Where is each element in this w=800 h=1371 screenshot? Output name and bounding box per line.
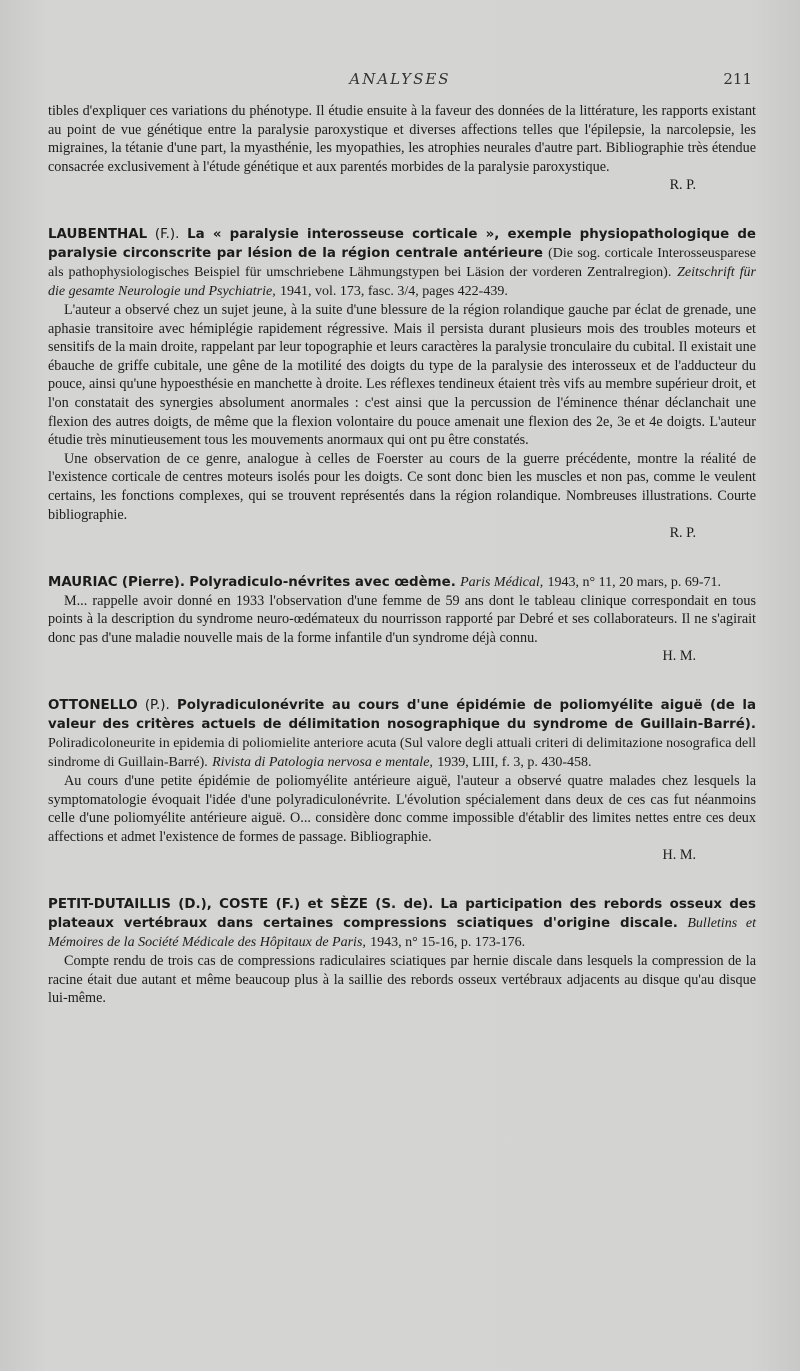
entry-details: 1943, n° 15-16, p. 173-176.	[370, 935, 526, 951]
entry-source: Paris Médical,	[460, 574, 544, 590]
abstract-entry-ottonello	[48, 696, 756, 865]
entry-initials: (Pierre).	[121, 574, 186, 590]
entry-title: La « paralysie interosseuse corticale », exemple physiopathologique de paralysie circonscrite par lésion de la région centrale antérieure	[48, 226, 756, 261]
abstract-entry-petit-dutaillis	[48, 895, 756, 1008]
entry-heading	[48, 573, 756, 592]
entry-paragraph-text: Au cours d'une petite épidémie de poliomyélite antérieure aiguë, l'auteur a observé quatre malades chez lesquels la symptomatologie évoquait l'idée d'une polyradiculonévrite. L'évolution spécialement dans deux de ces cas fut néanmoins celle d'une poliomyélite antérieure aiguë. O... considère donc comme impossible d'établir des limites nettes entre ces deux affections et admet l'existence de formes de passage. Bibliographie.	[48, 773, 756, 845]
entry-paragraph	[48, 592, 756, 666]
abstract-entry-mauriac	[48, 573, 756, 666]
entry-details: 1939, LIII, f. 3, p. 430-458.	[437, 755, 592, 771]
entry-heading	[48, 895, 756, 952]
entry-source: Rivista di Patologia nervosa e mentale,	[212, 755, 433, 771]
entry-author: OTTONELLO	[48, 698, 138, 714]
intro-text: tibles d'expliquer ces variations du phénotype. Il étudie ensuite à la faveur des données de la littérature, les rapports existant au point de vue génétique entre la paralysie paroxystique et diverses affections telles que l'épilepsie, la narcolepsie, les migraines, la tétanie d'une part, la myasthénie, les myopathies, les atrophies neurales d'autre part. Bibliographie très étendue consacrée exclusivement à l'étude génétique et aux parentés morbides de la paralysie paroxystique.	[48, 103, 756, 175]
entry-title: La participation des rebords osseux des plateaux vertébraux dans certaines compressions sciatiques d'origine discale.	[48, 897, 756, 932]
entry-title: Polyradiculo-névrites avec œdème.	[189, 574, 456, 590]
entry-paragraph	[48, 772, 756, 865]
entry-paragraph-text: Une observation de ce genre, analogue à celles de Foerster au cours de la guerre précédente, montre la réalité de l'existence corticale de centres moteurs isolés pour les doigts. Ce sont donc bien les muscles et non pas, comme le veulent certains, les fonctions complexes, qui se trouvent représentés dans la région rolandique. Nombreuses illustrations. Courte bibliographie.	[48, 450, 756, 523]
entry-heading	[48, 225, 756, 301]
entry-paragraph-text: M... rappelle avoir donné en 1933 l'observation d'une femme de 59 ans dont le tableau clinique correspondait en tous points à la description du syndrome neuro-œdémateux du nourrisson rapporté par Debré et ses collaborateurs. Il ne s'agirait donc pas d'une maladie nouvelle mais de la forme infantile d'un syndrome déjà connu.	[48, 592, 756, 646]
abstract-entry-laubenthal	[48, 225, 756, 543]
running-title: ANALYSES	[349, 70, 451, 88]
entry-paragraph: L'auteur a observé chez un sujet jeune, à la suite d'une blessure de la région rolandique gauche par éclat de grenade, une aphasie transitoire avec hémiplégie rapidement régressive. Mais il persista durant plusieurs mois des troubles moteurs et sensitifs de la main droite, rappelant par leur topographie et leurs caractères la paralysie tronculaire du cubital. Il existait une ébauche de griffe cubitale, une gêne de la motilité des doigts du type de la paralysie des interosseux et de l'adducteur du pouce, ainsi qu'une hypoesthésie en manchette à droite. Les réflexes tendineux étaient très vifs au membre supérieur droit, et l'on constatait des synergies absolument anormales : c'est ainsi que la percussion de l'éminence thénar déclanchait une flexion des autres doigts, de même que la flexion volontaire du pouce amenait une flexion des 2e, 3e et 4e doigts. L'auteur étudie très minutieusement tous les mouvements anormaux qui ont pu être constatés.	[48, 301, 756, 449]
entry-subtitle: Poliradicoloneurite in epidemia di poliomielite anteriore acuta (Sul valore degli attuali criteri di delimitazione nosografica dell sindrome di Guillain-Barré).	[48, 736, 756, 771]
entry-signature: H. M.	[662, 648, 696, 665]
running-head	[0, 70, 800, 94]
entry-author: MAURIAC	[48, 574, 118, 590]
entry-title: Polyradiculonévrite au cours d'une épidémie de poliomyélite aiguë (de la valeur des critères actuels de délimitation nosographique du syndrome de Guillain-Barré).	[48, 698, 757, 733]
entry-paragraph	[48, 450, 756, 543]
entry-heading	[48, 696, 756, 772]
entry-signature: H. M.	[662, 847, 696, 864]
intro-paragraph	[48, 102, 756, 195]
entry-author: PETIT-DUTAILLIS (D.), COSTE (F.) et SÈZE (S. de).	[48, 897, 434, 913]
entry-source: Bulletins et Mémoires de la Société Médicale des Hôpitaux de Paris,	[48, 916, 756, 951]
entry-initials: (F.).	[154, 226, 180, 242]
entry-initials: (P.).	[144, 698, 170, 714]
page-content	[48, 102, 756, 1008]
entry-details: 1943, n° 11, 20 mars, p. 69-71.	[547, 574, 722, 590]
page-number: 211	[723, 70, 752, 88]
intro-signature: R. P.	[669, 177, 696, 194]
entry-details: 1941, vol. 173, fasc. 3/4, pages 422-439.	[279, 283, 508, 299]
entry-subtitle: (Die sog. corticale Interosseusparese als pathophysiologisches Beispiel für umschriebene Lähmungstypen bei Läsion der vorderen Zentralregion).	[48, 245, 756, 280]
entry-author: LAUBENTHAL	[48, 226, 148, 242]
entry-paragraph: Compte rendu de trois cas de compressions radiculaires sciatiques par hernie discale dans lesquels la compression de la racine était due autant et même beaucoup plus à la saillie des rebords osseux vertébraux adjacents au disque qu'au disque lui-même.	[48, 953, 756, 1007]
entry-signature: R. P.	[669, 525, 696, 542]
entry-source: Zeitschrift für die gesamte Neurologie und Psychiatrie,	[48, 264, 756, 299]
